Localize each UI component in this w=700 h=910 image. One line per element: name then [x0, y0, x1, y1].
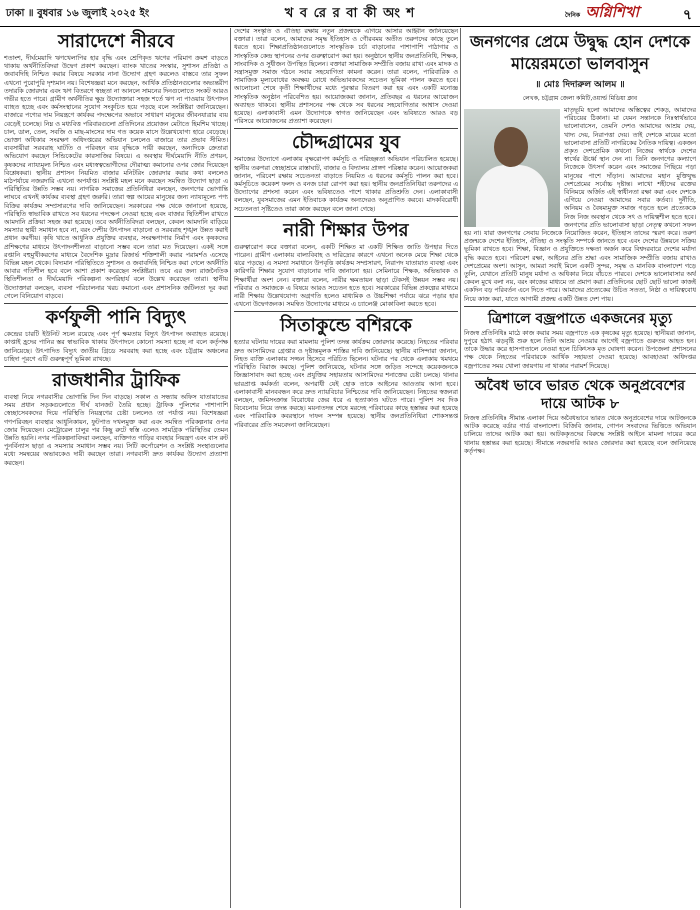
article-body: দেশের সংস্কৃতি ও ঐতিহ্য রক্ষায় নতুন প্রজন্মকে এগিয়ে আসার আহ্বান জানিয়েছেন বক্তারা। তারা বলেন, আমাদের সমৃদ্ধ ইতিহাস ও গৌরবময় অতীত তরুণদের কাছে তুলে ধরতে হবে। শিক্ষাপ্রতিষ্ঠানগুলোতে সাংস্কৃতিক চর্চা বাড়ানোর পাশাপাশি পাঠাগার ও সাংস্কৃতিক কেন্দ্র স্থাপনের ওপর গুরুত্বারোপ করা হয়। অনুষ্ঠানে স্থানীয় জনপ্রতিনিধি, শিক্ষক, সাংবাদিক ও সুধীজন উপস্থিত ছিলেন। বক্তারা সামাজিক সম্প্রীতি বজায় রাখা এবং মাদক ও সন্ত্রাসমুক্ত সমাজ গঠনে সবার সহযোগিতা কামনা করেন। তারা বলেন, পারিবারিক ও সামাজিক মূল্যবোধের অবক্ষয় রোধে অভিভাবকদের সচেতন ভূমিকা পালন করতে হবে। আলোচনা শেষে কৃতী শিক্ষার্থীদের মধ্যে পুরস্কার বিতরণ করা হয় এবং একটি মনোজ্ঞ সাংস্কৃতিক অনুষ্ঠান পরিবেশিত হয়। আয়োজকরা জানান, প্রতিবছর এ ধরনের আয়োজন অব্যাহত থাকবে। স্থানীয় প্রশাসনের পক্ষ থেকে সব ধরনের সহযোগিতার আশ্বাস দেওয়া হয়েছে। এলাকাবাসী এমন উদ্যোগকে স্বাগত জানিয়েছেন এবং ভবিষ্যতে আরও বড় পরিসরে আয়োজনের প্রত্যাশা করেছেন।: [234, 28, 458, 126]
feature-affiliation: লেখক, চট্টগ্রাম জেলা কমিটি,ওয়ার্ল্ড মিডিয়া ক্লাব: [522, 95, 638, 102]
article-body: শতাংশ, দীর্ঘমেয়াদি ঋণখেলাপির হার বৃদ্ধি এবং শ্রেণিকৃত ঋণের পরিমাণ ক্রমশ বাড়তে থাকায় অর্থনীতিবিদরা উদ্বেগ প্রকাশ করছেন। ব্যাংক খাতের সংস্কার, সুশাসন প্রতিষ্ঠা ও জবাবদিহি নিশ্চিত করার বিষয়ে সরকার নানা উদ্যোগ গ্রহণ করলেও বাস্তবে তার সুফল এখনো পুরোপুরি দৃশ্যমান নয়। বিশেষজ্ঞরা মনে করছেন, আর্থিক প্রতিষ্ঠানগুলোর অভ্যন্তরীণ তদারকি জোরদার এবং ঋণ বিতরণে স্বচ্ছতা না আনলে সামনের দিনগুলোতে সংকট আরও গভীর হতে পারে। গ্রামীণ অর্থনীতির ক্ষুদ্র উদ্যোক্তারা সহজ শর্তে ঋণ না পাওয়ায় উৎপাদন ব্যাহত হচ্ছে এবং কর্মসংস্থানের সুযোগ সংকুচিত হয়ে পড়ছে বলে সংশ্লিষ্টরা জানিয়েছেন। বাজারে পণ্যের দাম নিয়ন্ত্রণে কার্যকর পদক্ষেপের অভাবে সাধারণ মানুষের জীবনযাত্রার ব্যয় বেড়েই চলেছে। নিম্ন ও মধ্যবিত্ত পরিবারগুলো প্রতিদিনের প্রয়োজন মেটাতে হিমশিম খাচ্ছে। চাল, ডাল, তেল, সবজি ও মাছ-মাংসের দাম গত কয়েক মাসে উল্লেখযোগ্য হারে বেড়েছে। ভোক্তা অধিকার সংরক্ষণ অধিদপ্তরের অভিযান চললেও বাজারে তার প্রভাব সীমিত। ব্যবসায়ীরা সরবরাহ ঘাটতি ও পরিবহন ব্যয় বৃদ্ধিকে দায়ী করছেন, অন্যদিকে ক্রেতারা অভিযোগ করছেন সিন্ডিকেটের কারসাজির বিষয়ে। এ অবস্থায় দীর্ঘমেয়াদি নীতি প্রণয়ন, কৃষকদের ন্যায্যমূল্য নিশ্চিত এবং মধ্যস্বত্বভোগীদের দৌরাত্ম্য কমানোর ওপর জোর দিয়েছেন বিশ্লেষকরা। স্থানীয় প্রশাসন নিয়মিত বাজার মনিটরিং জোরদার করার কথা বললেও মাঠপর্যায়ে নজরদারি এখনো অপর্যাপ্ত। সংশ্লিষ্ট মহল মনে করছেন সমন্বিত উদ্যোগ ছাড়া এ পরিস্থিতির উন্নতি সম্ভব নয়। নাগরিক সমাজের প্রতিনিধিরা বলছেন, জনগণের ভোগান্তি লাঘবে এখনই কার্যকর ব্যবস্থা গ্রহণ জরুরি। তারা স্বল্প আয়ের মানুষের জন্য ন্যায্যমূল্যে পণ্য বিক্রির কার্যক্রম সম্প্রসারণের দাবি জানিয়েছেন। সরকারের পক্ষ থেকে জানানো হয়েছে, পরিস্থিতি স্বাভাবিক রাখতে সব ধরনের পদক্ষেপ নেওয়া হচ্ছে এবং বাজার স্থিতিশীল রাখতে আমদানি প্রক্রিয়া সহজ করা হয়েছে। তবে অর্থনীতিবিদরা বলছেন, কেবল আমদানি বাড়িয়ে সমস্যার স্থায়ী সমাধান হবে না, বরং দেশীয় উৎপাদন বাড়ানো ও সরবরাহ শৃঙ্খল উন্নত করাই প্রধান করণীয়। কৃষি খাতে আধুনিক প্রযুক্তির ব্যবহার, সংরক্ষণাগার নির্মাণ এবং কৃষকদের প্রশিক্ষণের মাধ্যমে উৎপাদনশীলতা বাড়ানো সম্ভব বলে তারা মত দিয়েছেন। একই সঙ্গে রপ্তানি বহুমুখীকরণের মাধ্যমে বৈদেশিক মুদ্রার রিজার্ভ শক্তিশালী করার পরামর্শও এসেছে বিভিন্ন মহল থেকে। বিদ্যমান পরিস্থিতিতে সুশাসন ও জবাবদিহি নিশ্চিত করা গেলে অর্থনীতি আবার গতিশীল হবে বলে আশা প্রকাশ করেছেন সংশ্লিষ্টরা। তবে এর জন্য রাজনৈতিক স্থিতিশীলতা ও দীর্ঘমেয়াদি পরিকল্পনা অপরিহার্য বলে উল্লেখ করেছেন তারা। স্থানীয় উদ্যোক্তারা বলছেন, ব্যবসা পরিচালনার খরচ কমানো এবং প্রশাসনিক জটিলতা দূর করা গেলে বিনিয়োগ বাড়বে।: [4, 55, 228, 300]
article-heading: নারী শিক্ষার উপর: [283, 219, 409, 241]
article-body: নিজস্ব প্রতিনিধিঃ সীমান্ত এলাকা দিয়ে অবৈধভাবে ভারত থেকে অনুপ্রবেশের দায়ে আটজনকে আটক করেছে বর্ডার গার্ড বাংলাদেশ। বিজিবি জানায়, গোপন সংবাদের ভিত্তিতে অভিযান চালিয়ে তাদের আটক করা হয়। আটককৃতদের বিরুদ্ধে সংশ্লিষ্ট আইনে মামলা দায়ের করে থানায় হস্তান্তর করা হয়েছে। সীমান্তে নজরদারি আরও জোরদার করা হয়েছে বলে জানিয়েছে কর্তৃপক্ষ।: [464, 414, 696, 455]
article-body: কেন্দ্রের চারটি ইউনিট সচল রয়েছে এবং পূর্ণ ক্ষমতায় বিদ্যুৎ উৎপাদন অব্যাহত রয়েছে। কাপ্তাই হ্রদের পানির স্তর স্বাভাবিক থাকায় উৎপাদনে কোনো সমস্যা হচ্ছে না বলে কর্তৃপক্ষ জানিয়েছে। উৎপাদিত বিদ্যুৎ জাতীয় গ্রিডে সরবরাহ করা হচ্ছে এবং চট্টগ্রাম অঞ্চলের চাহিদা পূরণে এটি গুরুত্বপূর্ণ ভূমিকা রাখছে।: [4, 331, 228, 363]
article-heading: অবৈধ ভাবে ভারত থেকে অনুপ্রবেশের দায়ে আটক ৮: [475, 377, 685, 412]
logo-text: অগ্নিশিখা: [585, 3, 639, 21]
article-body: ব্যবস্থা নিয়ে নগরবাসীর ভোগান্তি দিন দিন বাড়ছে। সকাল ও সন্ধ্যায় অফিস যাতায়াতের সময় প্রধান সড়কগুলোতে দীর্ঘ যানজট তৈরি হচ্ছে। ট্রাফিক পুলিশের পাশাপাশি স্বেচ্ছাসেবকদের দিয়ে পরিস্থিতি নিয়ন্ত্রণের চেষ্টা চললেও তা পর্যাপ্ত নয়। বিশেষজ্ঞরা গণপরিবহন ব্যবস্থার আধুনিকায়ন, ফুটপাত দখলমুক্ত করা এবং সমন্বিত পরিকল্পনার ওপর জোর দিয়েছেন। মেট্রোরেল চালুর পর কিছু রুটে স্বস্তি এলেও সামগ্রিক পরিস্থিতির তেমন উন্নতি হয়নি। নগর পরিকল্পনাবিদরা বলছেন, ব্যক্তিগত গাড়ির ব্যবহার নিয়ন্ত্রণ এবং বাস রুট পুনর্বিন্যাস ছাড়া এ সমস্যার সমাধান সম্ভব নয়। সিটি কর্পোরেশন ও সংশ্লিষ্ট সংস্থাগুলোর মধ্যে সমন্বয়ের অভাবকেও দায়ী করছেন তারা। নগরবাসী দ্রুত কার্যকর উদ্যোগ প্রত্যাশা করছেন।: [4, 393, 228, 467]
page-header: [0, 0, 700, 27]
article-heading: সিতাকুন্ডে বশিরকে: [280, 315, 412, 337]
feature-byline: ॥ মোঃ দিদারুল আলম ॥: [535, 80, 625, 90]
article-divider: [234, 216, 458, 217]
feature-heading: জনগণের প্রেমে উদ্বুদ্ধ হোন দেশকে মায়েরমতো ভালবাসুন: [469, 32, 691, 73]
logo-prefix: দৈনিক: [565, 12, 581, 19]
column-3: [464, 28, 696, 908]
article-heading: ত্রিশালে বজ্রপাতে একজনের মৃত্যু: [487, 310, 673, 327]
photo-shirt: [476, 165, 548, 227]
header-section: খ ব রে র বা কী অং শ: [284, 6, 416, 21]
column-2: [234, 28, 458, 908]
article-body: নিজস্ব প্রতিনিধিঃ মাঠে কাজ করার সময় বজ্রপাতে এক কৃষকের মৃত্যু হয়েছে। স্থানীয়রা জানান, দুপুরে হঠাৎ ঝড়বৃষ্টি শুরু হলে তিনি আশ্রয় নেওয়ার আগেই বজ্রপাতে গুরুতর আহত হন। তাকে উদ্ধার করে হাসপাতালে নেওয়া হলে চিকিৎসক মৃত ঘোষণা করেন। উপজেলা প্রশাসনের পক্ষ থেকে নিহতের পরিবারকে আর্থিক সহায়তা দেওয়া হয়েছে। আবহাওয়া অধিদপ্তর বজ্রপাতের সময় খোলা জায়গায় না থাকার পরামর্শ দিয়েছে।: [464, 329, 696, 370]
article-body: হত্যার ঘটনায় দায়ের করা মামলায় পুলিশ তদন্ত কার্যক্রম জোরদার করেছে। নিহতের পরিবার দ্রুত আসামিদের গ্রেপ্তার ও দৃষ্টান্তমূলক শাস্তির দাবি জানিয়েছে। স্থানীয় বাসিন্দারা জানান, নিহত ব্যক্তি এলাকায় সজ্জন হিসেবে পরিচিত ছিলেন। ঘটনার পর থেকে এলাকায় থমথমে পরিস্থিতি বিরাজ করছে। পুলিশ জানিয়েছে, ঘটনার সঙ্গে জড়িত সন্দেহে কয়েকজনকে জিজ্ঞাসাবাদ করা হচ্ছে এবং প্রযুক্তির সহায়তায় আসামিদের শনাক্তের চেষ্টা চলছে। থানার ভারপ্রাপ্ত কর্মকর্তা বলেন, অপরাধী যেই হোক তাকে আইনের আওতায় আনা হবে। এলাকাবাসী মানববন্ধন করে দ্রুত ন্যায়বিচার নিশ্চিতের দাবি জানিয়েছেন। নিহতের স্বজনরা বলছেন, জমিসংক্রান্ত বিরোধের জের ধরে এ হত্যাকাণ্ড ঘটতে পারে। পুলিশ সব দিক বিবেচনায় নিয়ে তদন্ত করছে। ময়নাতদন্ত শেষে মরদেহ পরিবারের কাছে হস্তান্তর করা হয়েছে এবং পারিবারিক কবরস্থানে দাফন সম্পন্ন হয়েছে। স্থানীয় জনপ্রতিনিধিরা শোকসন্তপ্ত পরিবারের প্রতি সমবেদনা জানিয়েছেন।: [234, 339, 458, 429]
article: [4, 31, 228, 301]
article-body: গুরুত্বারোপ করে বক্তারা বলেন, একটি শিক্ষিত মা একটি শিক্ষিত জাতি উপহার দিতে পারেন। গ্রামীণ এলাকায় বাল্যবিবাহ ও দারিদ্র্যের কারণে এখনো অনেক মেয়ে শিক্ষা থেকে ঝরে পড়ছে। এ সমস্যা সমাধানে উপবৃত্তি কার্যক্রম সম্প্রসারণ, নিরাপদ যাতায়াত ব্যবস্থা এবং কারিগরি শিক্ষার সুযোগ বাড়ানোর দাবি জানানো হয়। সেমিনারে শিক্ষক, অভিভাবক ও শিক্ষার্থীরা অংশ নেন। বক্তারা বলেন, নারীর ক্ষমতায়ন ছাড়া টেকসই উন্নয়ন সম্ভব নয়। পরিবার ও সমাজকে এ বিষয়ে আরও সচেতন হতে হবে। সরকারের বিভিন্ন প্রকল্পের মাধ্যমে নারী শিক্ষায় উল্লেখযোগ্য অগ্রগতি হলেও মাধ্যমিক ও উচ্চশিক্ষা পর্যায়ে ঝরে পড়ার হার এখনো উদ্বেগজনক। সমন্বিত উদ্যোগের মাধ্যমে এ চ্যালেঞ্জ মোকাবিলা করতে হবে।: [234, 243, 458, 309]
article-divider: [4, 366, 228, 367]
author-photo: [464, 109, 560, 227]
feature-body: মাতৃভূমি হলো আমাদের অস্তিত্বের শেকড়, আমাদের পরিচয়ের ঠিকানা। মা যেমন সন্তানকে নিঃস্বার্থভাবে ভালোবাসেন, তেমনি দেশও আমাদের আশ্রয় দেয়, খাদ্য দেয়, নিরাপত্তা দেয়। তাই দেশকে মায়ের মতো ভালোবাসা প্রতিটি নাগরিকের নৈতিক দায়িত্ব। একজন প্রকৃত দেশপ্রেমিক কখনো নিজের স্বার্থকে দেশের স্বার্থের ঊর্ধ্বে স্থান দেন না। তিনি জনগণের কল্যাণে নিজেকে উৎসর্গ করেন এবং সমাজের পিছিয়ে পড়া মানুষের পাশে দাঁড়ান। আমাদের মহান মুক্তিযুদ্ধ দেশপ্রেমের সর্বোচ্চ দৃষ্টান্ত। লাখো শহীদের রক্তের বিনিময়ে অর্জিত এই স্বাধীনতা রক্ষা করা এবং দেশকে এগিয়ে নেওয়া আমাদের সবার কর্তব্য। দুর্নীতি, অনিয়ম ও বৈষম্যমুক্ত সমাজ গড়তে হলে প্রত্যেককে নিজ নিজ অবস্থান থেকে সৎ ও দায়িত্বশীল হতে হবে। জনগণের প্রতি ভালোবাসা ছাড়া নেতৃত্ব কখনো সফল হয় না। যারা জনগণের সেবায় নিজেকে নিয়োজিত করেন, ইতিহাস তাদের স্মরণ করে। তরুণ প্রজন্মকে দেশের ইতিহাস, ঐতিহ্য ও সংস্কৃতি সম্পর্কে জানতে হবে এবং দেশের উন্নয়নে সক্রিয় ভূমিকা রাখতে হবে। শিক্ষা, বিজ্ঞান ও প্রযুক্তিতে দক্ষতা অর্জন করে বিশ্বদরবারে দেশের মর্যাদা বৃদ্ধি করতে হবে। পরিবেশ রক্ষা, আইনের প্রতি শ্রদ্ধা এবং সামাজিক সম্প্রীতি বজায় রাখাও দেশপ্রেমের অংশ। আসুন, আমরা সবাই মিলে একটি সুন্দর, সমৃদ্ধ ও মানবিক বাংলাদেশ গড়ে তুলি, যেখানে প্রতিটি মানুষ মর্যাদা ও অধিকার নিয়ে বাঁচতে পারবে। দেশকে ভালোবাসার অর্থ কেবল মুখে বলা নয়, বরং কাজের মাধ্যমে তা প্রমাণ করা। প্রতিদিনের ছোট ছোট ভালো কাজই একদিন বড় পরিবর্তন এনে দিতে পারে। আমাদের প্রত্যেকের উচিত সততা, নিষ্ঠা ও দায়িত্ববোধ নিয়ে কাজ করা, যাতে আগামী প্রজন্ম একটি উন্নত দেশ পায়।: [464, 107, 696, 303]
article-heading: কর্ণফুলী পানি বিদ্যুৎ: [45, 307, 187, 329]
article: [4, 307, 228, 364]
article-body: সমাজের উদ্যোগে এলাকায় বৃক্ষরোপণ কর্মসূচি ও পরিচ্ছন্নতা অভিযান পরিচালিত হয়েছে। স্থানীয় তরুণরা স্বেচ্ছাশ্রমে রাস্তাঘাট, বাজার ও বিদ্যালয় প্রাঙ্গণ পরিষ্কার করেন। আয়োজকরা জানান, পরিবেশ রক্ষায় সচেতনতা বাড়াতে নিয়মিত এ ধরনের কর্মসূচি পালন করা হবে। কর্মসূচিতে কয়েকশ ফলদ ও বনজ চারা রোপণ করা হয়। স্থানীয় জনপ্রতিনিধিরা তরুণদের এ উদ্যোগের প্রশংসা করেন এবং ভবিষ্যতেও পাশে থাকার প্রতিশ্রুতি দেন। এলাকাবাসী বলছেন, যুবসমাজের এমন ইতিবাচক কার্যক্রম অন্যদেরও অনুপ্রাণিত করবে। মাদকবিরোধী সচেতনতা সৃষ্টিতেও তারা কাজ করছেন বলে জানা গেছে।: [234, 156, 458, 213]
article-heading: সারাদেশে নীরবে: [57, 31, 175, 52]
article: [4, 370, 228, 468]
column-divider: [460, 28, 461, 908]
article-divider: [464, 306, 696, 307]
newspaper-logo: [565, 1, 639, 26]
article-divider: [4, 303, 228, 304]
column-1: [4, 28, 228, 908]
article-heading: রাজধানীর ট্রাফিক: [52, 369, 180, 391]
column-divider: [230, 28, 231, 908]
article-divider: [464, 373, 696, 374]
photo-head: [494, 127, 528, 167]
article-heading: চৌদ্দগ্রামের যুব: [292, 132, 400, 154]
header-date: ঢাকা ॥ বুধবার ১৬ জুলাই ২০২৫ ইং: [6, 8, 150, 19]
article-divider: [234, 311, 458, 312]
page-number: ৭: [682, 7, 692, 23]
article-divider: [234, 128, 458, 129]
